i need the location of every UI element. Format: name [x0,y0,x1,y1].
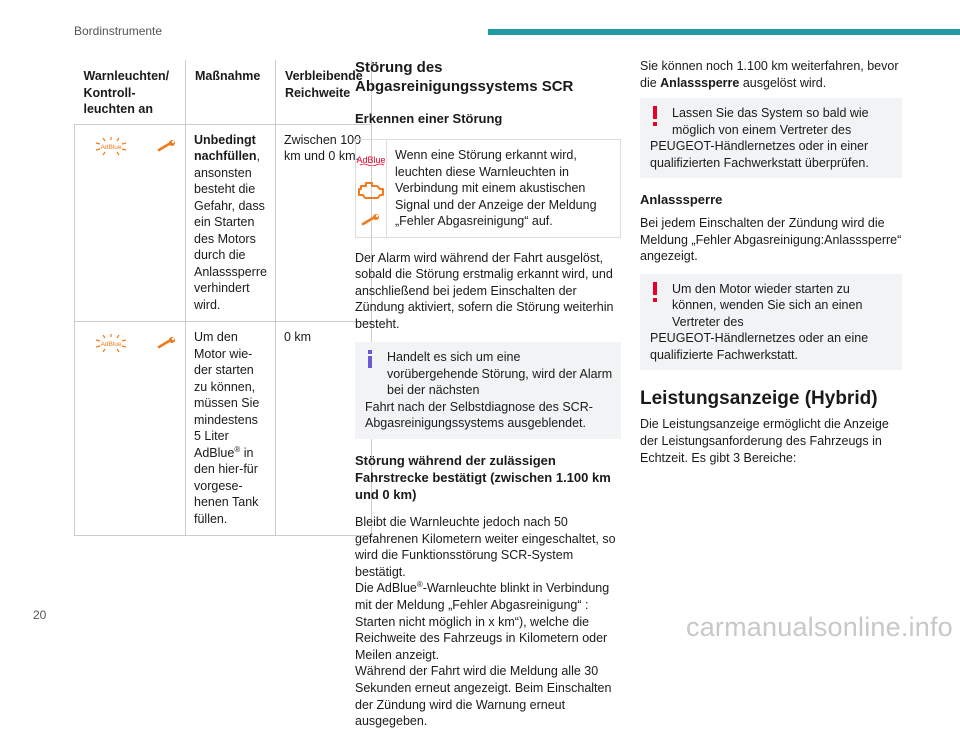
engine-icon [357,180,385,200]
warning-exclamation-icon [652,282,658,302]
heading-start-lock: Anlasssperre [640,192,723,208]
table-header-range: Verbleibende Reichweite [275,60,371,124]
table-header-action: Maßnahme [186,60,276,124]
table-cell-icons [75,124,186,322]
wrench-icon [361,214,381,226]
start-lock-column [640,58,902,466]
adblue-flashing-icon [93,333,129,353]
section-title-scr: Störung des Abgasreinigungssystems SCR [355,59,574,95]
info-icon [367,350,373,368]
power-paragraph: Die Leistungsanzeige ermöglicht die Anzeige der Leistungsanforderung des Fahrzeugs in Echtzeit. Es gibt 3 Bereiche: [640,417,889,465]
section-header: Bordinstrumente [74,24,163,38]
table-cell-icons [75,322,186,536]
warning-note-1: Lassen Sie das System so bald wie möglich von einem Vertreter des PEUGEOT-Händlernetzes oder in einer qualifizierten Fachwerkstatt überprüfen. [640,98,902,178]
table-row [75,124,372,322]
wrench-icon [157,140,177,152]
table-cell-action: Um den Motor wie-der starten zu können, müssen Sie mindestens 5 Liter AdBlue® in den hier-für vorgese-henen Tank füllen. [186,322,276,536]
confirm-paragraph-2: Die AdBlue®-Warnleuchte blinkt in Verbindung mit der Meldung „Fehler Abgasreinigung“ : Starten nicht möglich in x km“), welche die Reichweite des Fahrzeugs in Kilometern oder Meilen anzeigt. [355,580,610,662]
svg-text:AdBlue: AdBlue [100,143,122,151]
scr-fault-column [355,58,621,730]
lock-paragraph: Bei jedem Einschalten der Zündung wird die Meldung „Fehler Abgasreinigung:Anlasssperre“ angezeigt. [640,216,902,264]
intro-paragraph: Sie können noch 1.100 km weiterfahren, bevor die Anlasssperre ausgelöst wird. [640,59,899,90]
info-note: Handelt es sich um eine vorübergehende Störung, wird der Alarm bei der nächsten Fahrt nach der Selbstdiagnose des SCR-Abgasreinigungssystems ausgeblendet. [355,342,621,439]
page-number: 20 [33,608,47,622]
table-cell-range: 0 km [275,322,371,536]
confirm-paragraph-1: Bleibt die Warnleuchte jedoch nach 50 gefahrenen Kilometern weiter eingeschaltet, so wird die Funktionsstörung SCR-System bestätigt. [355,514,616,579]
table-row [75,322,372,536]
adblue-icon [356,154,386,166]
header-accent-bar [488,29,960,35]
heading-confirmed: Störung während der zulässigen Fahrstrecke bestätigt (zwischen 1.100 km und 0 km) [355,452,611,502]
table-cell-action: Unbedingt nachfüllen, ansonsten besteht die Gefahr, dass ein Starten des Motors durch die Anlasssperre verhindert wird. [186,124,276,322]
svg-text:AdBlue: AdBlue [100,341,122,348]
alarm-paragraph: Der Alarm wird während der Fahrt ausgelöst, sobald die Störung erstmalig erkannt wird, und anschließend bei jedem Einschalten der Zündung aktiviert, sofern die Störung weiterhin besteht. [355,250,614,331]
warning-exclamation-icon [652,106,658,126]
adblue-flashing-icon [93,136,129,156]
table-header-lights: Warnleuchten/ Kontroll-leuchten an [75,60,186,124]
warning-light-table [74,60,372,536]
heading-detect: Erkennen einer Störung [355,111,503,126]
warning-note-2: Um den Motor wieder starten zu können, wenden Sie sich an einen Vertreter des PEUGEOT-Händlernetzes oder an eine qualifizierte Fachwerkstatt. [640,274,902,371]
heading-power-indicator: Leistungsanzeige (Hybrid) [640,388,878,410]
confirm-paragraph-3: Während der Fahrt wird die Meldung alle 30 Sekunden erneut angezeigt. Beim Einschalten der Zündung wird die Warnung erneut ausgegeben. [355,664,612,729]
warning-lights-box [355,139,621,238]
wrench-icon [157,337,177,349]
watermark: carmanualsonline.info [686,612,953,642]
svg-text:AdBlue: AdBlue [356,155,386,165]
warning-lights-text: Wenn eine Störung erkannt wird, leuchten diese Warnleuchten in Verbindung mit einem akustischen Signal und der Anzeige der Meldung „Fehler Abgasreinigung“ auf. [395,148,597,228]
table-cell-range: Zwischen 100 km und 0 km. [275,124,371,322]
